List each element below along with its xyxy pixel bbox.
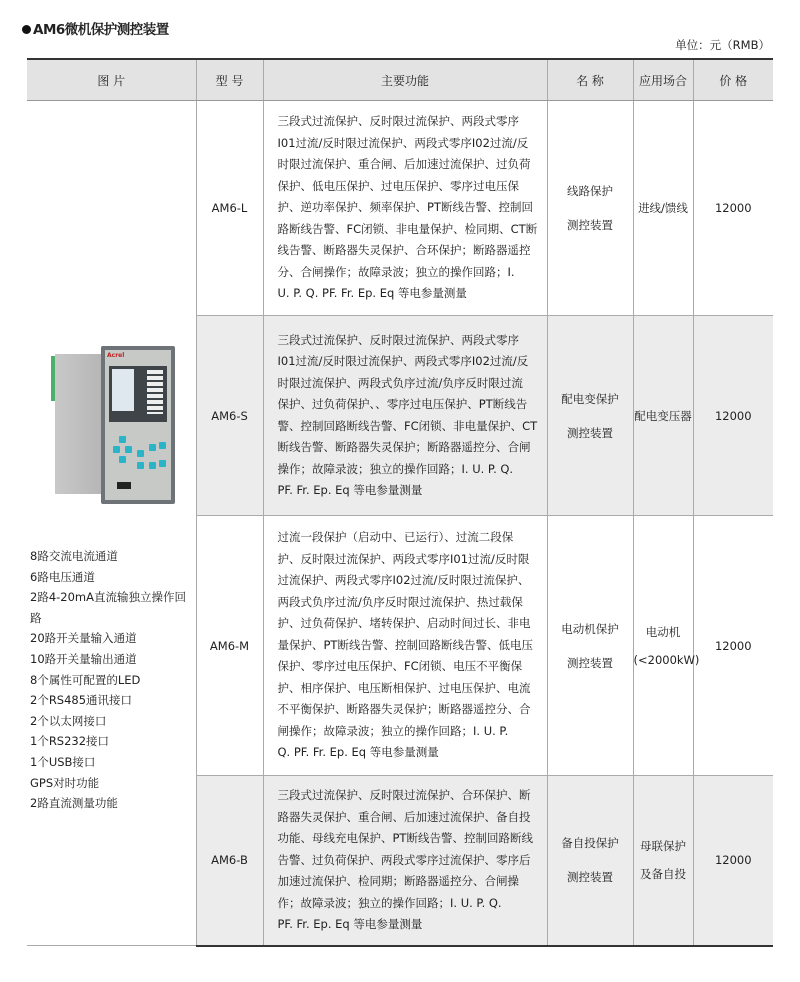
model-cell-line: AM6-B (211, 853, 248, 868)
functions-cell (263, 101, 547, 316)
functions-cell-line: 操作；故障录波；独立的操作回路；I. U. P. Q. (277, 461, 514, 476)
header-picture: 图 片 (27, 59, 196, 101)
brand-logo: Acrel (107, 352, 125, 359)
application-cell-line: 进线/馈线 (638, 201, 688, 215)
keypad-button-icon (159, 460, 166, 467)
name-cell-line: 测控装置 (567, 218, 613, 232)
model-cell-line: AM6-L (211, 201, 248, 215)
functions-cell-line: PF. Fr. Ep. Eq 等电参量测量 (277, 917, 423, 931)
keypad-button-icon (149, 462, 156, 469)
feature-item: 8路交流电流通道 (30, 549, 118, 563)
functions-cell-line: 护、反时限过流保护、两段式零序I01过流/反时限 (277, 551, 530, 566)
feature-item: 2路直流测量功能 (30, 796, 118, 811)
table-row (27, 101, 773, 316)
price-cell (693, 101, 773, 316)
application-cell-line: 配电变压器 (634, 408, 692, 423)
functions-cell-line: 不平衡保护、断路器失灵保护；断路器遥控分、合 (277, 702, 531, 717)
keypad-button-icon (159, 442, 166, 449)
model-cell-line: AM6-M (209, 638, 250, 653)
functions-cell-line: 保护、低电压保护、过电压保护、零序过电压保 (277, 178, 519, 193)
name-cell (547, 776, 633, 946)
feature-item: 1个RS232接口 (30, 734, 110, 749)
functions-cell-line: PF. Fr. Ep. Eq 等电参量测量 (277, 483, 423, 497)
application-cell (633, 776, 693, 946)
header-model: 型 号 (196, 59, 263, 101)
price-cell-line: 12000 (714, 638, 752, 653)
price-cell (693, 316, 773, 516)
keypad-button-icon (137, 462, 144, 469)
model-cell (196, 101, 263, 316)
model-cell-line: AM6-S (211, 408, 248, 423)
functions-cell (263, 516, 547, 776)
feature-item: GPS对时功能 (30, 775, 100, 790)
table-header (27, 59, 773, 101)
price-cell-line: 12000 (714, 408, 752, 423)
keypad-button-icon (149, 444, 156, 451)
feature-item: 8个属性可配置的LED (30, 672, 141, 687)
application-cell (633, 516, 700, 776)
price-cell (693, 776, 773, 946)
functions-cell-line: I01过流/反时限过流保护、两段式零序I02过流/反 (277, 354, 529, 368)
application-cell-line: 母联保护 (640, 839, 686, 854)
name-cell (547, 316, 633, 516)
application-cell-line: (<2000kW) (633, 652, 700, 667)
name-cell-line: 线路保护 (567, 184, 613, 198)
functions-cell (263, 776, 547, 946)
functions-cell-line: 护、相序保护、电压断相保护、过电压保护、电流 (277, 680, 531, 695)
functions-cell-line: 闸操作；故障录波；独立的操作回路；I. U. P. (277, 723, 509, 738)
functions-cell-line: 告警、过负荷保护、两段式零序过流保护、零序后 (277, 852, 531, 867)
feature-item: 6路电压通道 (30, 569, 95, 584)
functions-cell-line: 分、合闸操作；故障录波；独立的操作回路；I. (277, 264, 515, 279)
keypad-button-icon (137, 450, 144, 457)
functions-cell-line: Q. PF. Fr. Ep. Eq 等电参量测量 (277, 745, 439, 760)
keypad-button-icon (113, 446, 120, 453)
functions-cell-line: 时限过流保护、重合闸、后加速过流保护、过负荷 (277, 157, 531, 172)
functions-cell-line: 两段式负序过流/负序反时限过流保护、热过载保 (277, 594, 523, 609)
price-cell-line: 12000 (714, 201, 752, 215)
model-cell (196, 776, 263, 946)
functions-cell-line: 路器失灵保护、重合闸、后加速过流保护、备自投 (277, 809, 531, 824)
feature-item: 10路开关量输出通道 (30, 651, 137, 666)
functions-cell-line: 断线告警、断路器失灵保护；断路器遥控分、合闸 (277, 440, 531, 454)
functions-cell-line: I01过流/反时限过流保护、两段式零序I02过流/反 (277, 135, 529, 150)
name-cell-line: 电动机保护 (561, 621, 619, 636)
header-name: 名 称 (547, 59, 633, 101)
bullet-icon (22, 25, 31, 34)
functions-cell-line: 作；故障录波；独立的操作回路；I. U. P. Q. (277, 895, 502, 910)
name-cell-line: 测控装置 (567, 425, 613, 440)
feature-item: 1个USB接口 (30, 754, 96, 769)
application-cell-line: 电动机 (645, 624, 681, 639)
feature-item: 20路开关量输入通道 (30, 631, 137, 646)
keypad-button-icon (119, 456, 126, 463)
application-cell (633, 101, 693, 316)
keypad-button-icon (125, 446, 132, 453)
functions-cell-line: U. P. Q. PF. Fr. Ep. Eq 等电参量测量 (277, 286, 467, 301)
page-title (22, 18, 169, 38)
product-table (27, 58, 773, 947)
functions-cell-line: 功能、母线充电保护、PT断线告警、控制回路断线 (277, 831, 533, 845)
name-cell (547, 516, 633, 776)
name-cell (547, 101, 633, 316)
price-cell (693, 516, 773, 776)
name-cell-line: 配电变保护 (561, 391, 619, 406)
functions-cell-line: 警、控制回路断线告警、FC闭锁、非电量保护、CT (277, 418, 538, 433)
functions-cell-line: 三段式过流保护、反时限过流保护、两段式零序 (277, 332, 519, 347)
functions-cell-line: 保护、过负荷保护、、零序过电压保护、PT断线告 (277, 397, 528, 411)
lcd-screen (112, 369, 134, 411)
usb-port-icon (117, 482, 131, 489)
functions-cell-line: 过流保护、两段式零序I02过流/反时限过流保护、 (277, 573, 530, 588)
functions-cell-line: 三段式过流保护、反时限过流保护、两段式零序 (277, 114, 519, 129)
model-cell (196, 316, 263, 516)
features-list (30, 546, 196, 814)
header-price: 价 格 (693, 59, 773, 101)
functions-cell-line: 加速过流保护、检同期；断路器遥控分、合闸操 (277, 874, 519, 888)
unit-label: 单位：元（RMB） (675, 38, 770, 52)
functions-cell-line: 护、过负荷保护、堵转保护、启动时间过长、非电 (277, 616, 531, 631)
functions-cell-line: 时限过流保护、两段式负序过流/负序反时限过流 (277, 375, 523, 390)
feature-item: 2个以太网接口 (30, 713, 107, 728)
title-text: AM6微机保护测控装置 (33, 22, 169, 38)
functions-cell-line: 三段式过流保护、反时限过流保护、合环保护、断 (277, 788, 531, 802)
model-cell (196, 516, 263, 776)
functions-cell (263, 316, 547, 516)
functions-cell-line: 线告警、断路器失灵保护、合环保护；断路器遥控 (277, 243, 531, 258)
header-application: 应用场合 (633, 59, 693, 101)
device-image (45, 346, 175, 506)
header-functions: 主要功能 (263, 59, 547, 101)
application-cell (633, 316, 693, 516)
functions-cell-line: 过流一段保护（启动中、已运行）、过流二段保 (277, 530, 514, 545)
feature-item: 2路4-20mA直流输独立操作回路 (30, 590, 186, 625)
functions-cell-line: 保护、零序过电压保护、FC闭锁、电压不平衡保 (277, 659, 523, 674)
picture-cell (27, 101, 196, 946)
price-cell-line: 12000 (714, 853, 752, 868)
functions-cell-line: 护、逆功率保护、频率保护、PT断线告警、控制回 (277, 200, 533, 215)
functions-cell-line: 量保护、PT断线告警、控制回路断线告警、低电压 (277, 637, 533, 652)
name-cell-line: 备自投保护 (561, 836, 619, 851)
name-cell-line: 测控装置 (567, 655, 613, 670)
keypad-button-icon (119, 436, 126, 443)
feature-item: 2个RS485通讯接口 (30, 693, 133, 708)
functions-cell-line: 路断线告警、FC闭锁、非电量保护、检同期、CT断 (277, 221, 538, 236)
application-cell-line: 及备自投 (640, 867, 686, 882)
name-cell-line: 测控装置 (567, 870, 613, 885)
